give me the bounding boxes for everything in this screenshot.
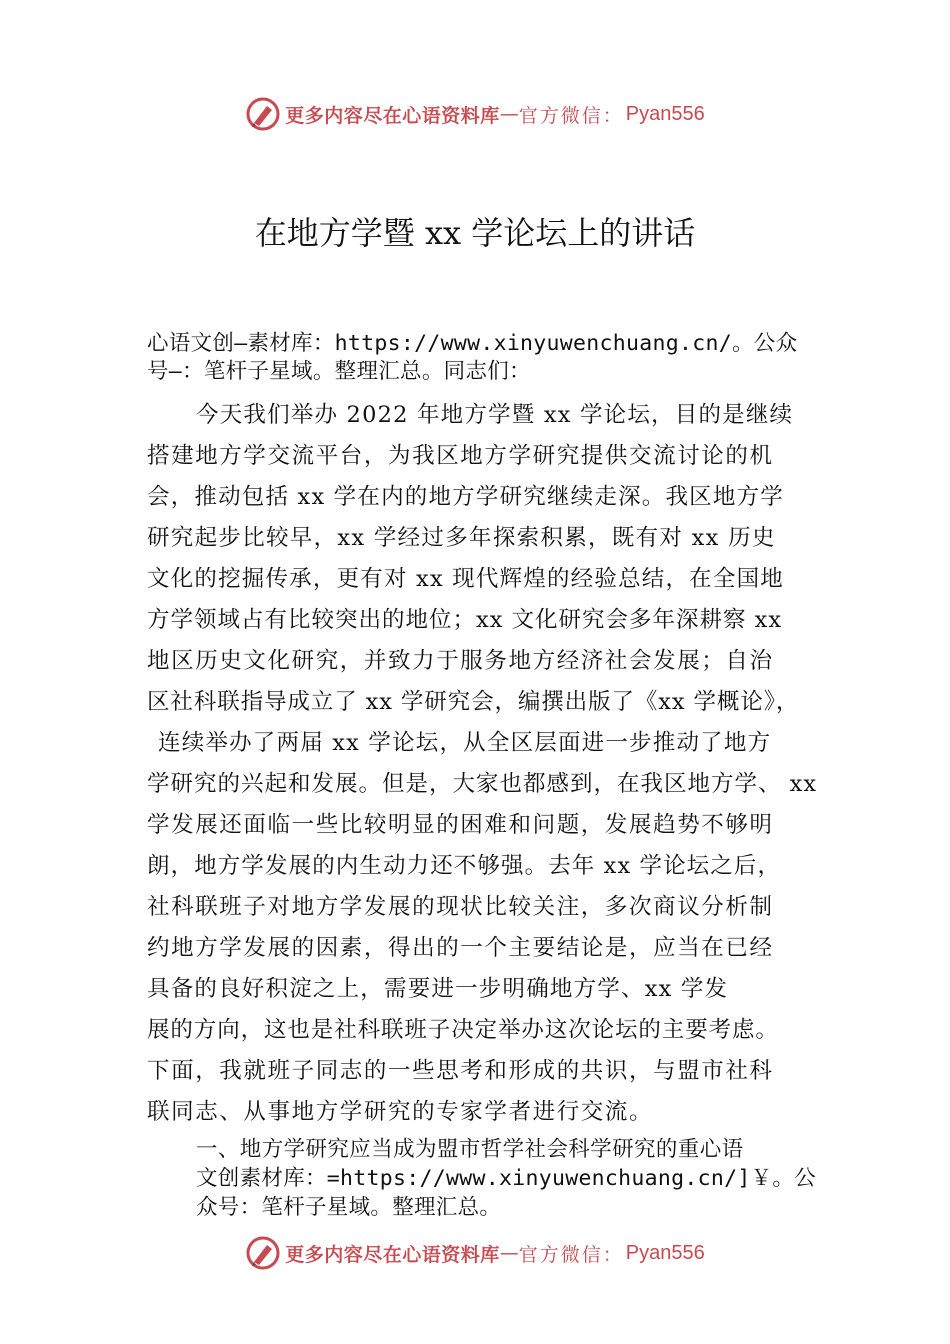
body-line: 朗，地方学发展的内生动力还不够强。去年 xx 学论坛之后， [147,853,782,879]
body-line: 文创素材库：=https://www.xinyuwenchuang.cn/]￥。公 [196,1166,817,1191]
header-banner [0,94,950,134]
body-line: 一、地方学研究应当成为盟市哲学社会科学研究的重心语 [196,1137,744,1162]
body-line: 社科联班子对地方学发展的现状比较关注，多次商议分析制 [147,894,774,920]
body-line: 众号：笔杆子星域。整理汇总。 [196,1195,502,1220]
body-line: 号—：笔杆子星域。整理汇总。同志们： [147,359,531,384]
body-line: 搭建地方学交流平台，为我区地方学研究提供交流讨论的机 [147,443,774,469]
body-line: 联同志、从事地方学研究的专家学者进行交流。 [147,1099,654,1125]
body-line: 学研究的兴起和发展。但是，大家也都感到，在我区地方学、 xx [147,771,818,797]
body-line: 今天我们举办 2022 年地方学暨 xx 学论坛，目的是继续 [196,402,794,428]
document-title: 在地方学暨 xx 学论坛上的讲话 [254,214,696,252]
body-line: 方学领域占有比较突出的地位；xx 文化研究会多年深耕察 xx [147,607,783,633]
banner-separator: — [499,1242,519,1264]
banner-text: 更多内容尽在心语资料库 [285,1243,500,1266]
wechat-label: 官方微信： [518,104,624,127]
banner-text: 更多内容尽在心语资料库 [285,104,500,127]
banner-separator: — [499,103,519,125]
body-line: 文化的挖掘传承，更有对 xx 现代辉煌的经验总结，在全国地 [147,566,784,592]
body-line: 会，推动包括 xx 学在内的地方学研究继续走深。我区地方学 [147,484,784,510]
wechat-id: Pyan556 [625,1241,705,1264]
body-line: 地区历史文化研究，并致力于服务地方经济社会发展；自治 [147,648,774,674]
body-line: 连续举办了两届 xx 学论坛，从全区层面进一步推动了地方 [158,730,772,756]
body-line: 研究起步比较早，xx 学经过多年探索积累，既有对 xx 历史 [147,525,776,551]
pen-logo-icon [245,96,281,132]
body-line: 下面，我就班子同志的一些思考和形成的共识，与盟市社科 [147,1058,774,1084]
body-line: 区社科联指导成立了 xx 学研究会，编撰出版了《xx 学概论》， [147,689,800,715]
body-line: 学发展还面临一些比较明显的困难和问题，发展趋势不够明 [147,812,774,838]
body-line: 约地方学发展的因素，得出的一个主要结论是，应当在已经 [147,935,774,961]
body-line: 展的方向，这也是社科联班子决定举办这次论坛的主要考虑。 [147,1017,779,1043]
body-line: 心语文创—素材库：https://www.xinyuwenchuang.cn/。公众 [147,331,798,356]
wechat-label: 官方微信： [518,1243,624,1266]
pen-logo-icon [245,1235,281,1271]
footer-banner [0,1233,950,1273]
wechat-id: Pyan556 [625,102,705,125]
body-line: 具备的良好积淀之上，需要进一步明确地方学、xx 学发 [147,976,729,1002]
